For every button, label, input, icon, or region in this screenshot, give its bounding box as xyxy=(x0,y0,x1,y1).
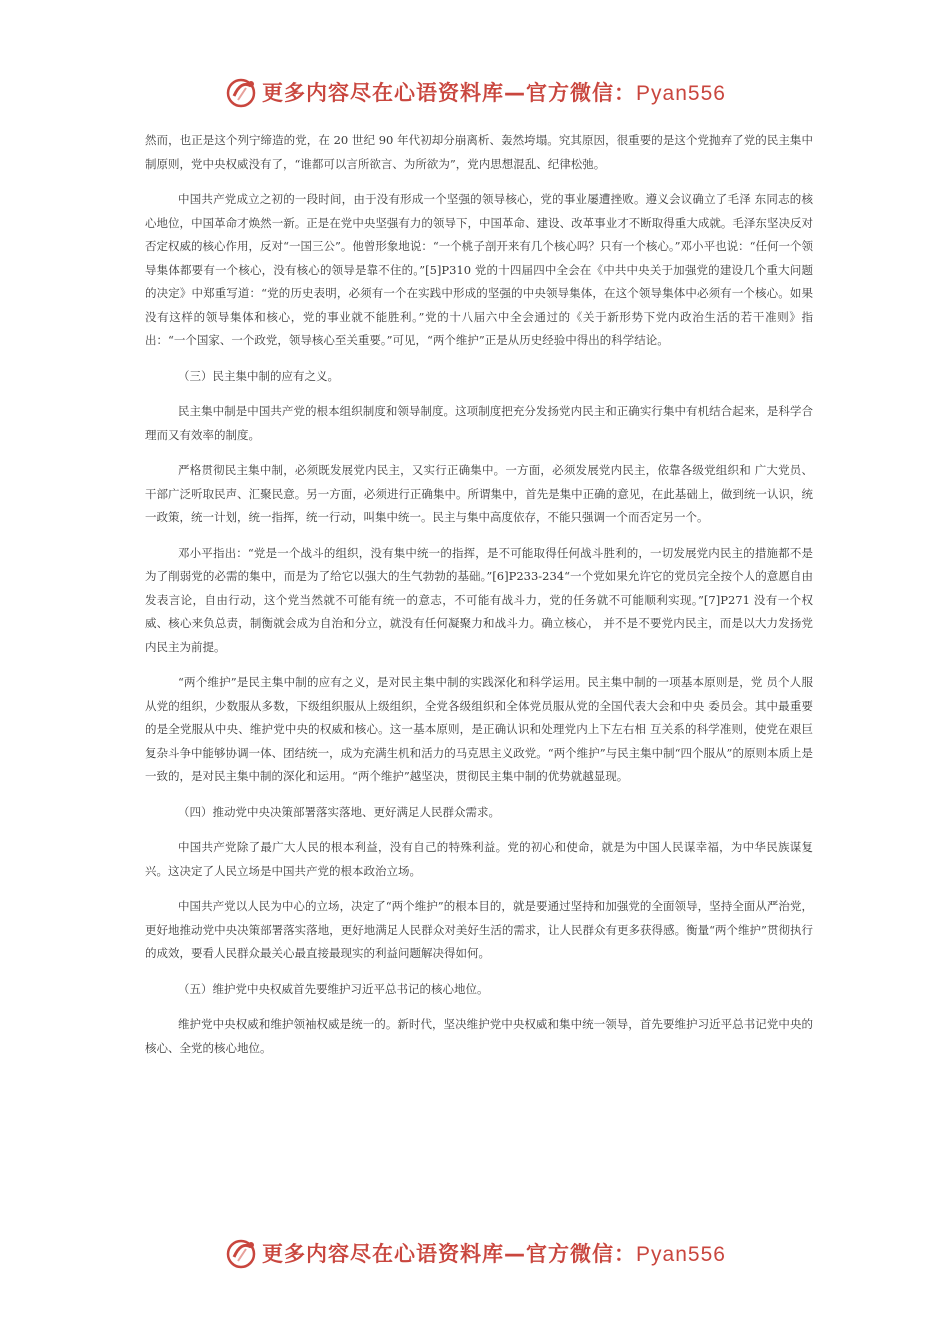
paragraph-4: 民主集中制是中国共产党的根本组织制度和领导制度。这项制度把充分发扬党内民主和正确实行集中有机结合起来，是科学合理而又有效率的制度。 xyxy=(145,404,813,442)
brand-logo-icon xyxy=(224,74,260,110)
wechat-id: Pyan556 xyxy=(636,82,726,105)
brand-logo-icon xyxy=(224,1235,260,1271)
header-banner xyxy=(0,72,950,112)
banner-text: 更多内容尽在心语资料库—官方微信：Pyan556 xyxy=(262,1242,726,1266)
paragraph-2: 中国共产党成立之初的一段时间，由于没有形成一个坚强的领导核心，党的事业屡遭挫败。遵义会议确立了毛泽 东同志的核心地位，中国革命才焕然一新。正是在党中央坚强有力的领导下，中国革命、建设、改革事业才不断取得重大成就。毛泽东坚决反对否定权威的核心作用，反对“一国三公”。他曾形象地说：“一个桃子剖开来有几个核心吗？只有一个核心。”邓小平也说：“任何一个领导集体都要有一个核心，没有核心的领导是靠不住的。”[5]P310 党的十四届四中全会在《中共中央关于加强党的建设几个重大问题的决定》中郑重写道：“党的历史表明，必须有一个在实践中形成的坚强的中央领导集体，在这个领导集体中必须有一个核心。如果没有这样的领导集体和核心，党的事业就不能胜利。”党的十八届六中全会通过的《关于新形势下党内政治生活的若干准则》指出：“一个国家、一个政党，领导核心至关重要。”可见，“两个维护”正是从历史经验中得出的科学结论。 xyxy=(145,192,813,347)
paragraph-1: 然而，也正是这个列宁缔造的党，在 20 世纪 90 年代初却分崩离析、轰然垮塌。究其原因，很重要的是这个党抛弃了党的民主集中制原则，党中央权威没有了，“谁都可以言所欲言、为所欲为”，党内思想混乱、纪律松弛。 xyxy=(145,133,813,171)
banner-text: 更多内容尽在心语资料库—官方微信：Pyan556 xyxy=(262,81,726,105)
paragraph-10: 中国共产党以人民为中心的立场，决定了“两个维护”的根本目的，就是要通过坚持和加强党的全面领导，坚持全面从严治党，更好地推动党中央决策部署落实落地，更好地满足人民群众对美好生活的需求，让人民群众有更多获得感。衡量“两个维护”贯彻执行的成效，要看人民群众最关心最直接最现实的利益问题解决得如何。 xyxy=(145,899,813,960)
wechat-id: Pyan556 xyxy=(636,1243,726,1266)
paragraph-7: “两个维护”是民主集中制的应有之义，是对民主集中制的实践深化和科学运用。民主集中制的一项基本原则是，党 员个人服从党的组织，少数服从多数，下级组织服从上级组织，全党各级组织和全体党员服从党的全国代表大会和中央 委员会。其中最重要的是全党服从中央、维护党中央的权威和核心。这一基本原则，是正确认识和处理党内上下左右相 互关系的科学准则，使党在艰巨复杂斗争中能够协调一体、团结统一，成为充满生机和活力的马克思主义政党。“两个维护”与民主集中制“四个服从”的原则本质上是一致的，是对民主集中制的深化和运用。“两个维护”越坚决，贯彻民主集中制的优势就越显现。 xyxy=(145,675,813,783)
paragraph-6: 邓小平指出：“党是一个战斗的组织，没有集中统一的指挥，是不可能取得任何战斗胜利的，一切发展党内民主的措施都不是为了削弱党的必需的集中，而是为了给它以强大的生气勃勃的基础。”[6]P233-234“一个党如果允许它的党员完全按个人的意愿自由发表言论，自由行动，这个党当然就不可能有统一的意志，不可能有战斗力，党的任务就不可能顺利实现。”[7]P271 没有一个权威、核心来负总责，制衡就会成为自治和分立，就没有任何凝聚力和战斗力。确立核心， 并不是不要党内民主，而是以大力发扬党内民主为前提。 xyxy=(145,545,813,654)
paragraph-12: 维护党中央权威和维护领袖权威是统一的。新时代，坚决维护党中央权威和集中统一领导，首先要维护习近平总书记党中央的核心、全党的核心地位。 xyxy=(145,1017,813,1055)
document-body xyxy=(145,129,813,1072)
section-heading-5: （五）维护党中央权威首先要维护习近平总书记的核心地位。 xyxy=(178,981,489,996)
paragraph-5: 严格贯彻民主集中制，必须既发展党内民主，又实行正确集中。一方面，必须发展党内民主，依靠各级党组织和 广大党员、干部广泛听取民声、汇聚民意。另一方面，必须进行正确集中。所谓集中，首先是集中正确的意见，在此基础上，做到统一认识，统一政策，统一计划，统一指挥，统一行动，叫集中统一。民主与集中高度依存，不能只强调一个而否定另一个。 xyxy=(145,463,813,524)
footer-banner xyxy=(0,1233,950,1273)
paragraph-9: 中国共产党除了最广大人民的根本利益，没有自己的特殊利益。党的初心和使命，就是为中国人民谋幸福，为中华民族谋复兴。这决定了人民立场是中国共产党的根本政治立场。 xyxy=(145,840,813,878)
section-heading-3: （三）民主集中制的应有之义。 xyxy=(178,368,339,383)
section-heading-4: （四）推动党中央决策部署落实落地、更好满足人民群众需求。 xyxy=(178,804,500,819)
